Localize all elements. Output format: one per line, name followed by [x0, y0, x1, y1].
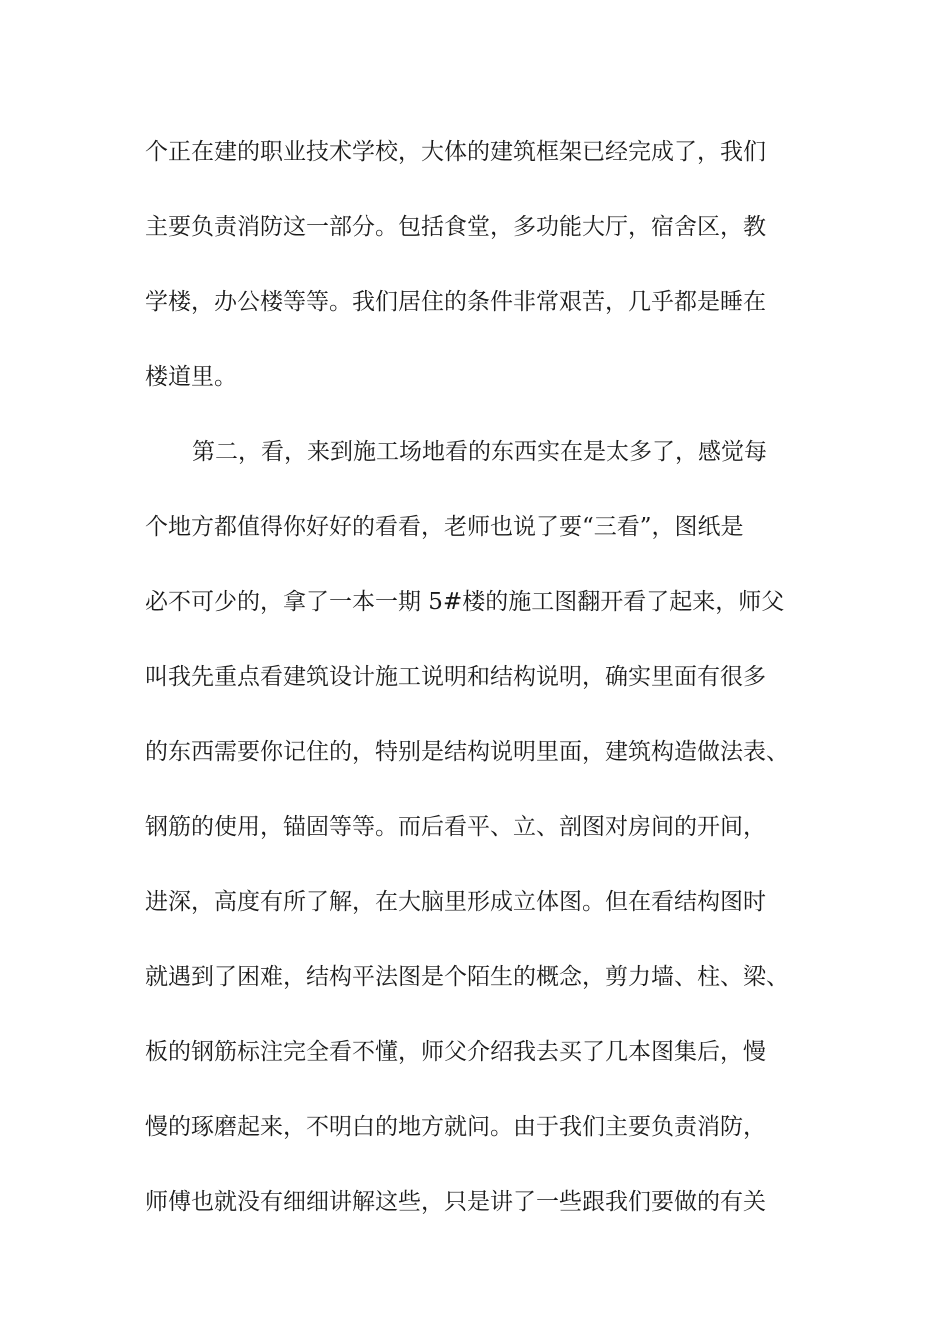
text-line: 楼道里。	[145, 364, 237, 390]
text-line: 个地方都值得你好好的看看，老师也说了要“三看”，图纸是	[145, 514, 744, 540]
text-line: 学楼，办公楼等等。我们居住的条件非常艰苦，几乎都是睡在	[145, 289, 766, 315]
text-line: 叫我先重点看建筑设计施工说明和结构说明，确实里面有很多	[145, 664, 766, 690]
paragraph-start-line: 第二，看，来到施工场地看的东西实在是太多了，感觉每	[192, 439, 767, 465]
text-line: 师傅也就没有细细讲解这些，只是讲了一些跟我们要做的有关	[145, 1189, 766, 1215]
text-line: 板的钢筋标注完全看不懂，师父介绍我去买了几本图集后，慢	[145, 1039, 766, 1065]
text-line: 必不可少的，拿了一本一期 5#楼的施工图翻开看了起来，师父	[145, 589, 785, 615]
text-line: 主要负责消防这一部分。包括食堂，多功能大厅，宿舍区，教	[145, 214, 766, 240]
text-line: 慢的琢磨起来，不明白的地方就问。由于我们主要负责消防，	[145, 1114, 766, 1140]
text-line: 就遇到了困难，结构平法图是个陌生的概念，剪力墙、柱、梁、	[145, 964, 789, 990]
text-line: 的东西需要你记住的，特别是结构说明里面，建筑构造做法表、	[145, 739, 789, 765]
text-line: 进深，高度有所了解，在大脑里形成立体图。但在看结构图时	[145, 889, 766, 915]
text-line: 个正在建的职业技术学校，大体的建筑框架已经完成了，我们	[145, 139, 766, 165]
text-line: 钢筋的使用，锚固等等。而后看平、立、剖图对房间的开间，	[145, 814, 766, 840]
body-text	[145, 132, 835, 1257]
